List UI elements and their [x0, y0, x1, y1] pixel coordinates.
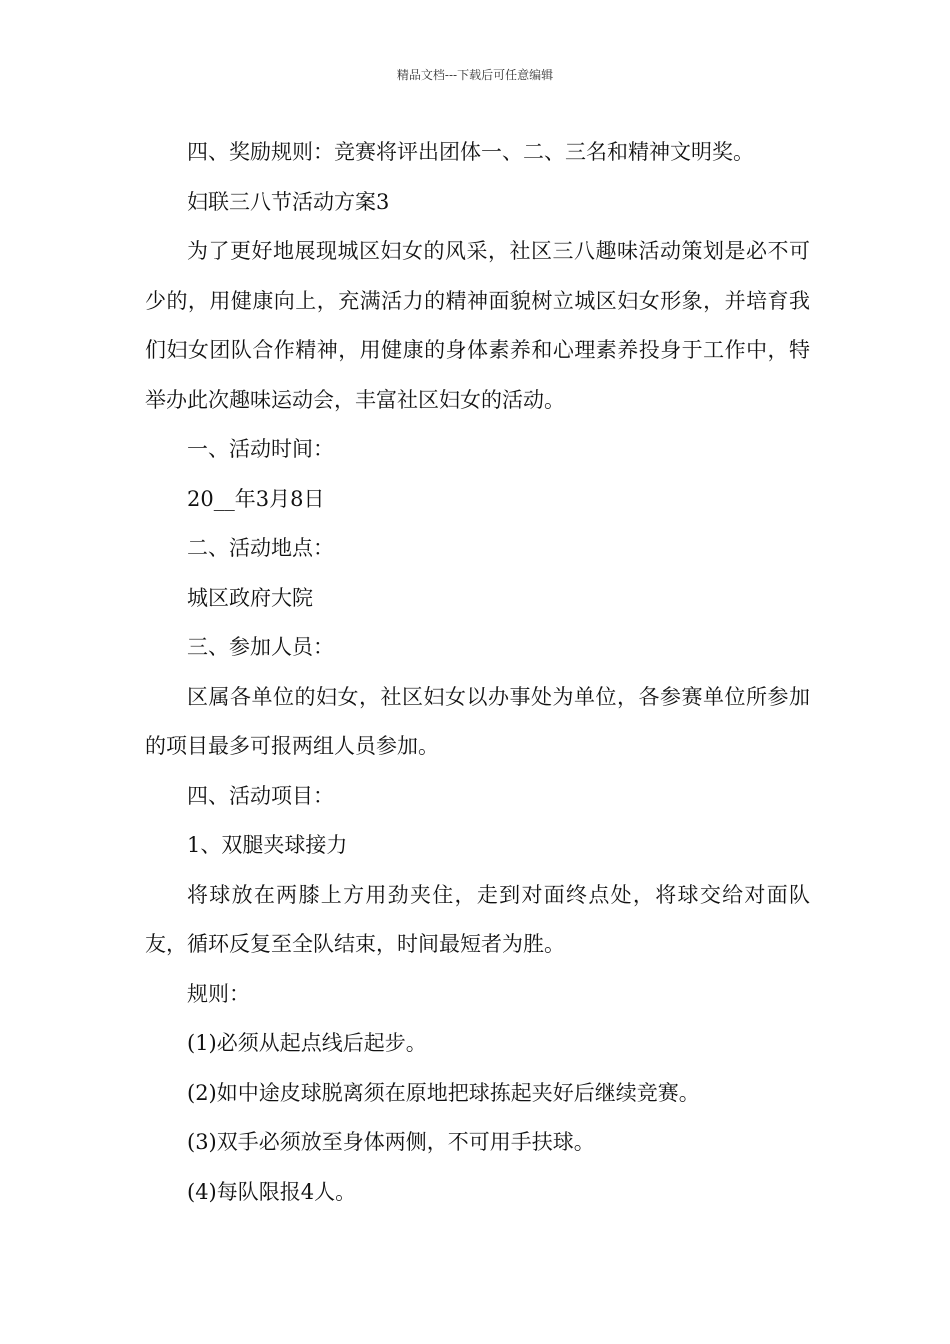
item-title: 1、双腿夹球接力 [187, 833, 348, 857]
rule-item: (3)双手必须放至身体两侧，不可用手扶球。 [187, 1130, 595, 1154]
paragraph-participants: 区属各单位的妇女，社区妇女以办事处为单位，各参赛单位所参加的项目最多可报两组人员参加。 [145, 684, 810, 758]
document-body [145, 128, 810, 1217]
page-header: 精品文档---下载后可任意编辑 [396, 68, 554, 82]
paragraph-location: 城区政府大院 [187, 585, 313, 610]
paragraph-reward-rules: 四、奖励规则：竞赛将评出团体一、二、三名和精神文明奖。 [187, 140, 754, 164]
paragraph-date: 20__年3月8日 [187, 486, 325, 511]
heading-activity-time: 一、活动时间： [187, 437, 334, 461]
heading-rules: 规则： [187, 981, 250, 1006]
paragraph-item-description: 将球放在两膝上方用劲夹住，走到对面终点处，将球交给对面队友，循环反复至全队结束，时间最短者为胜。 [145, 882, 810, 956]
rule-item: (2)如中途皮球脱离须在原地把球拣起夹好后继续竞赛。 [187, 1080, 700, 1105]
rule-item: (4)每队限报4人。 [187, 1179, 357, 1204]
heading-activity-location: 二、活动地点： [187, 536, 334, 560]
paragraph-intro: 为了更好地展现城区妇女的风采，社区三八趣味活动策划是必不可少的，用健康向上，充满活力的精神面貌树立城区妇女形象，并培育我们妇女团队合作精神，用健康的身体素养和心理素养投身于工作中，特举办此次趣味运动会，丰富社区妇女的活动。 [145, 239, 810, 412]
section-title: 妇联三八节活动方案3 [187, 189, 390, 214]
rule-item: (1)必须从起点线后起步。 [187, 1031, 427, 1055]
heading-participants: 三、参加人员： [187, 635, 334, 659]
heading-activity-items: 四、活动项目： [187, 783, 334, 808]
